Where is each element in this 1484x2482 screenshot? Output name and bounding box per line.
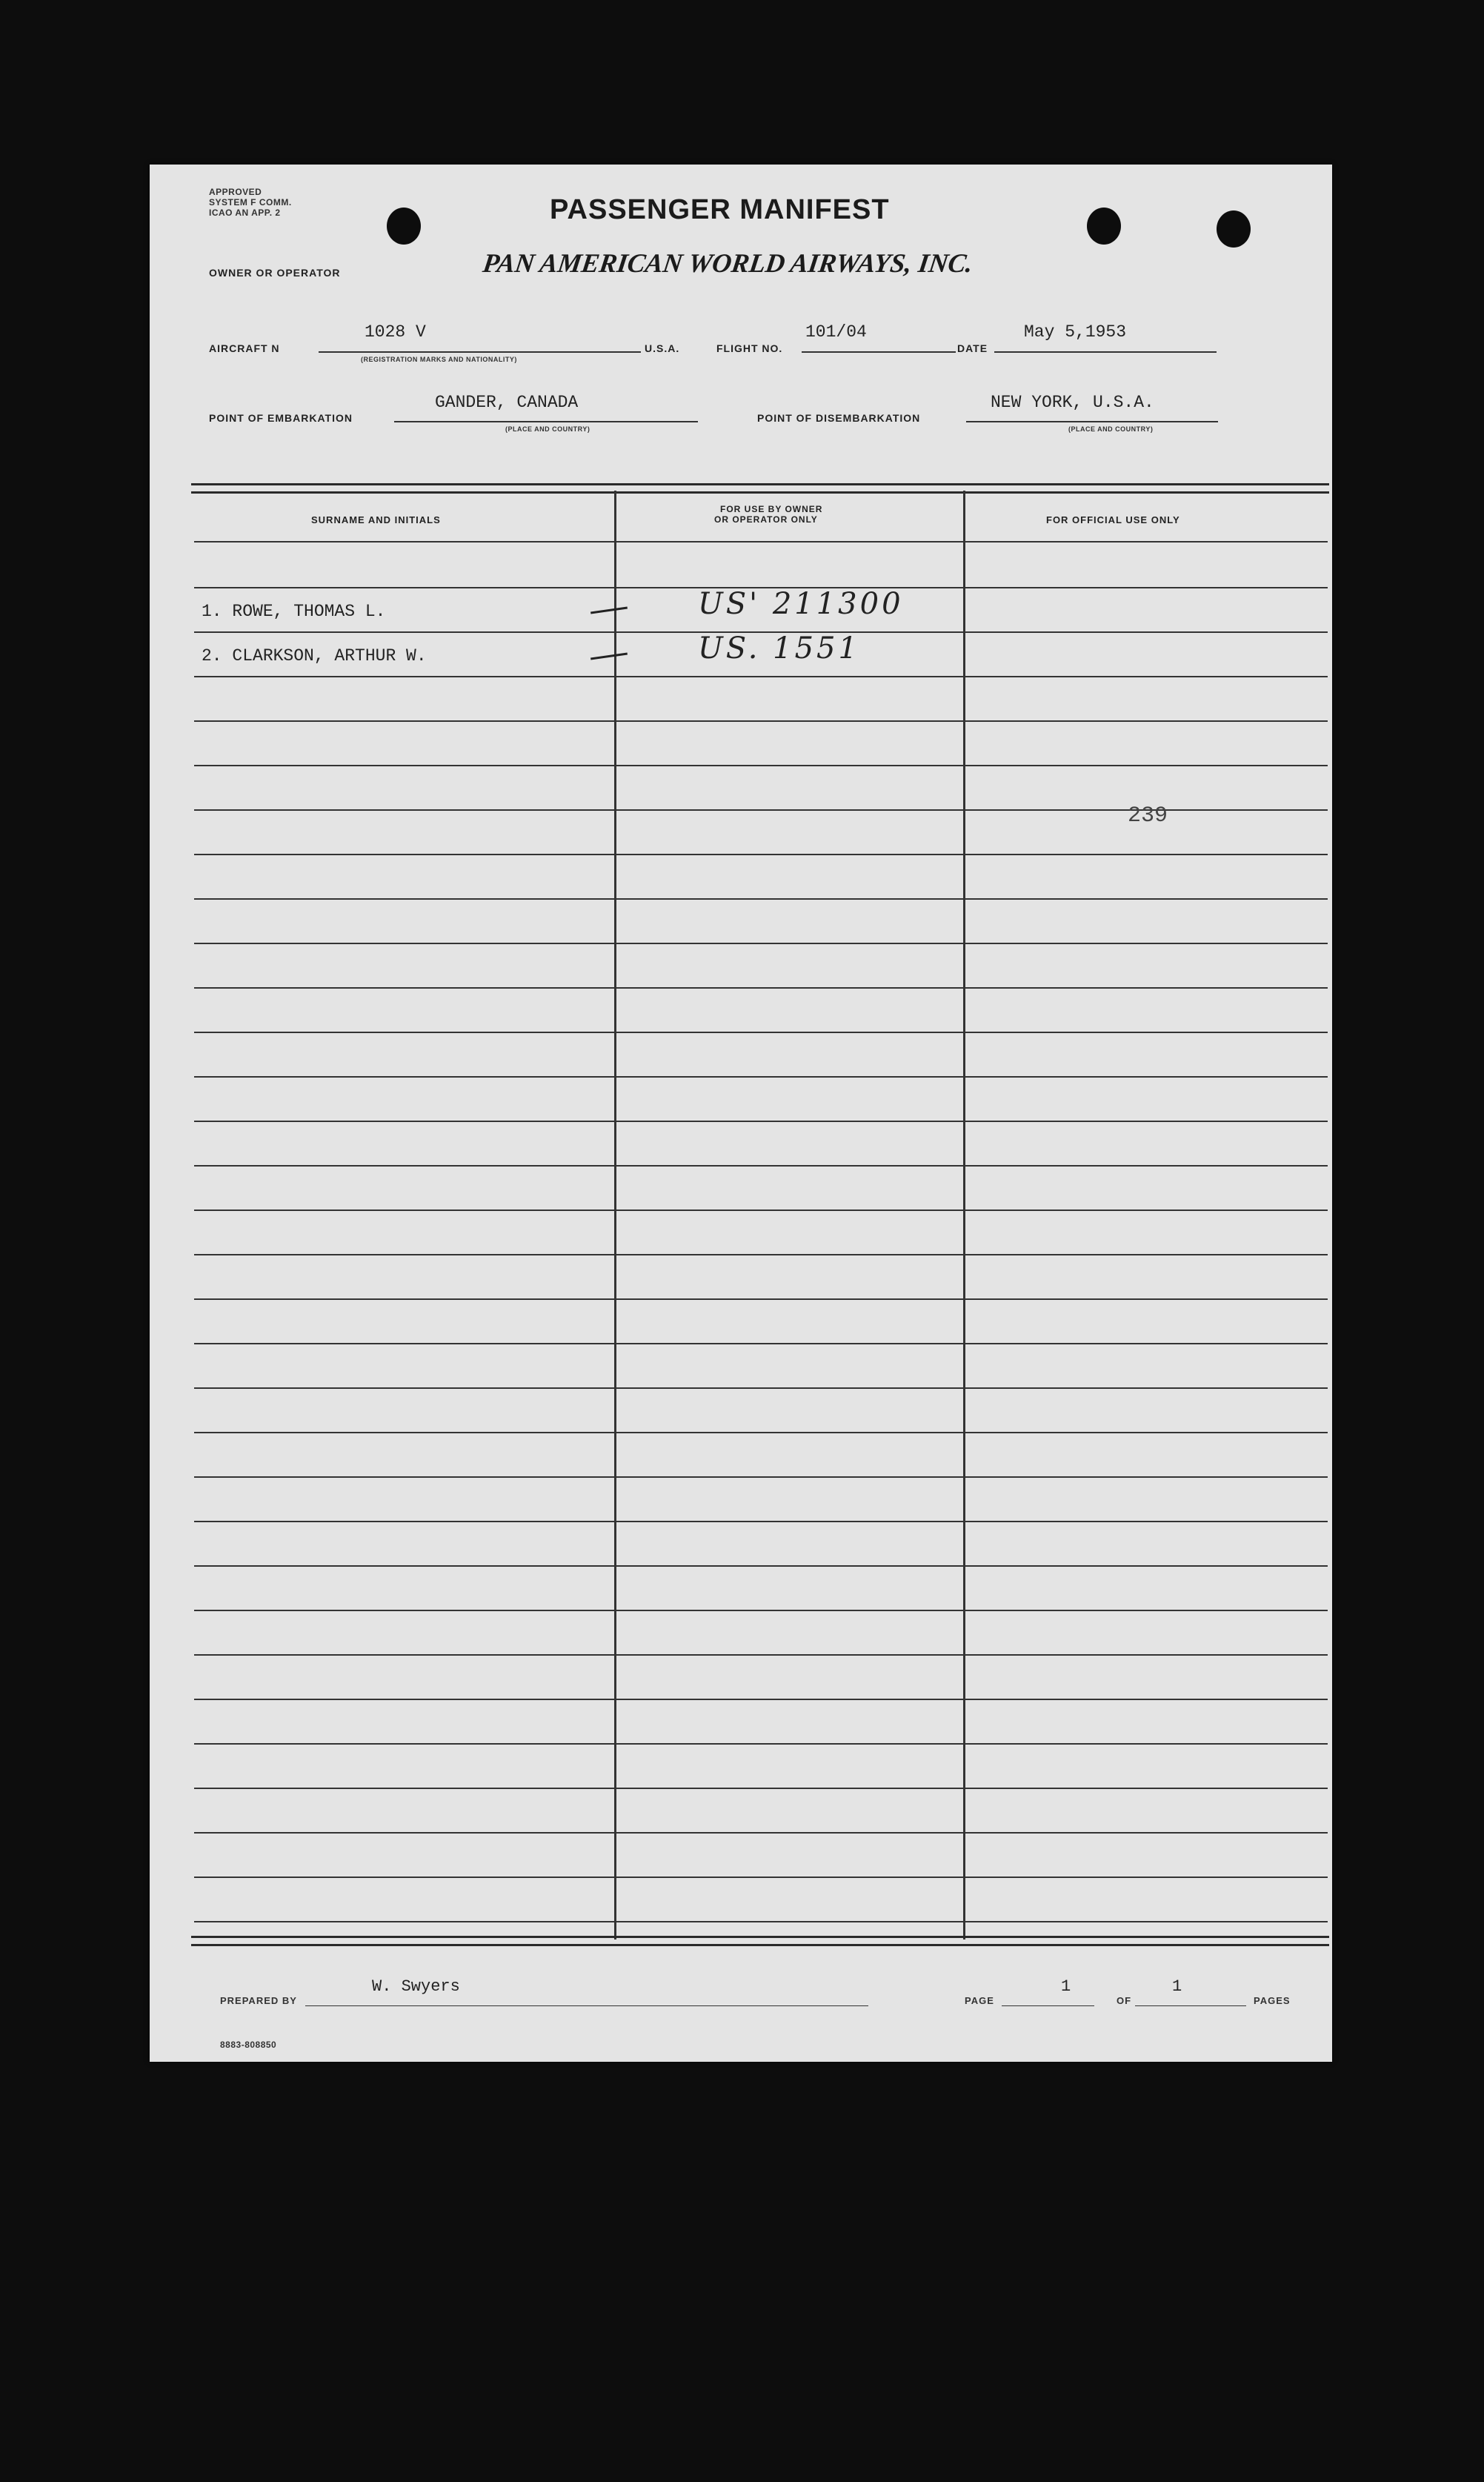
table-row-line xyxy=(194,1743,1328,1745)
table-row-line xyxy=(194,943,1328,944)
table-row-line xyxy=(194,854,1328,855)
tick-mark xyxy=(590,653,628,660)
prepared-by: W. Swyers xyxy=(372,1977,460,1996)
aircraft-number: 1028 V xyxy=(365,322,426,342)
manifest-sheet xyxy=(150,165,1332,2062)
disembarkation-fill-line xyxy=(966,421,1218,422)
table-row-line xyxy=(194,1921,1328,1922)
table-row-line xyxy=(194,1076,1328,1078)
table-row-line xyxy=(194,720,1328,722)
aircraft-caption: (REGISTRATION MARKS AND NATIONALITY) xyxy=(361,356,517,363)
approval-line-3: ICAO AN APP. 2 xyxy=(209,208,281,218)
page-title: PASSENGER MANIFEST xyxy=(550,194,890,225)
table-row-line xyxy=(194,1032,1328,1033)
embarkation-fill-line xyxy=(394,421,698,422)
table-row-line xyxy=(194,1521,1328,1522)
table-row-line xyxy=(194,676,1328,677)
col-header-owner-line2: OR OPERATOR ONLY xyxy=(714,514,818,525)
date-label: DATE xyxy=(957,342,988,354)
date-fill-line xyxy=(994,351,1217,353)
table-bottom-rule xyxy=(191,1936,1329,1946)
punch-hole-left xyxy=(387,208,421,245)
table-row-line xyxy=(194,765,1328,766)
table-row-line xyxy=(194,1565,1328,1567)
col-header-official: FOR OFFICIAL USE ONLY xyxy=(1046,514,1180,525)
table-row-line xyxy=(194,1832,1328,1834)
official-note: 239 xyxy=(1128,803,1168,829)
table-row-line xyxy=(194,1610,1328,1611)
column-divider-2 xyxy=(963,491,965,1940)
flight-no-label: FLIGHT NO. xyxy=(716,342,783,354)
table-row-line xyxy=(194,898,1328,900)
pages-fill-line xyxy=(1135,2005,1246,2006)
flight-number: 101/04 xyxy=(805,322,867,342)
col-header-surname: SURNAME AND INITIALS xyxy=(311,514,441,525)
form-code: 8883-808850 xyxy=(220,2040,277,2050)
usa-label: U.S.A. xyxy=(645,342,680,354)
table-row-line xyxy=(194,987,1328,989)
punch-hole-far-right xyxy=(1217,210,1251,248)
passenger-name: 2. CLARKSON, ARTHUR W. xyxy=(202,646,427,666)
table-row-line xyxy=(194,1165,1328,1167)
passenger-name: 1. ROWE, THOMAS L. xyxy=(202,602,386,621)
table-row-line xyxy=(194,1654,1328,1656)
page-label: PAGE xyxy=(965,1995,994,2006)
total-pages: 1 xyxy=(1172,1977,1182,1996)
flight-fill-line xyxy=(802,351,956,353)
table-row-line xyxy=(194,1121,1328,1122)
page-fill-line xyxy=(1002,2005,1094,2006)
disembarkation-label: POINT OF DISEMBARKATION xyxy=(757,412,921,424)
owner-operator-label: OWNER OR OPERATOR xyxy=(209,267,341,279)
table-row-line xyxy=(194,541,1328,542)
flight-date: May 5,1953 xyxy=(1024,322,1127,342)
table-row-line xyxy=(194,1476,1328,1478)
table-row-line xyxy=(194,1699,1328,1700)
table-row-line xyxy=(194,1387,1328,1389)
col-header-owner-line1: FOR USE BY OWNER xyxy=(720,504,823,514)
pages-label: PAGES xyxy=(1254,1995,1291,2006)
punch-hole-right xyxy=(1087,208,1121,245)
embarkation-caption: (PLACE AND COUNTRY) xyxy=(505,425,590,433)
table-row-line xyxy=(194,1877,1328,1878)
prepared-by-fill-line xyxy=(305,2005,868,2006)
owner-mark: US. 1551 xyxy=(698,631,860,666)
disembarkation-caption: (PLACE AND COUNTRY) xyxy=(1068,425,1154,433)
table-row-line xyxy=(194,1343,1328,1344)
of-label: OF xyxy=(1117,1995,1132,2006)
tick-mark xyxy=(590,607,628,614)
prepared-by-label: PREPARED BY xyxy=(220,1995,297,2006)
airline-name: PAN AMERICAN WORLD AIRWAYS, INC. xyxy=(481,248,975,278)
embarkation-label: POINT OF EMBARKATION xyxy=(209,412,353,424)
page-number: 1 xyxy=(1061,1977,1071,1996)
owner-mark: US' 211300 xyxy=(698,587,904,621)
disembarkation-point: NEW YORK, U.S.A. xyxy=(991,393,1154,412)
table-row-line xyxy=(194,1432,1328,1433)
approval-line-2: SYSTEM F COMM. xyxy=(209,197,292,208)
table-row-line xyxy=(194,1254,1328,1255)
table-row-line xyxy=(194,1298,1328,1300)
table-row-line xyxy=(194,1210,1328,1211)
aircraft-fill-line xyxy=(319,351,641,353)
approval-line-1: APPROVED xyxy=(209,187,262,197)
table-top-rule xyxy=(191,483,1329,494)
column-divider-1 xyxy=(614,491,616,1940)
aircraft-label: AIRCRAFT N xyxy=(209,342,280,354)
embarkation-point: GANDER, CANADA xyxy=(435,393,579,412)
table-row-line xyxy=(194,1788,1328,1789)
